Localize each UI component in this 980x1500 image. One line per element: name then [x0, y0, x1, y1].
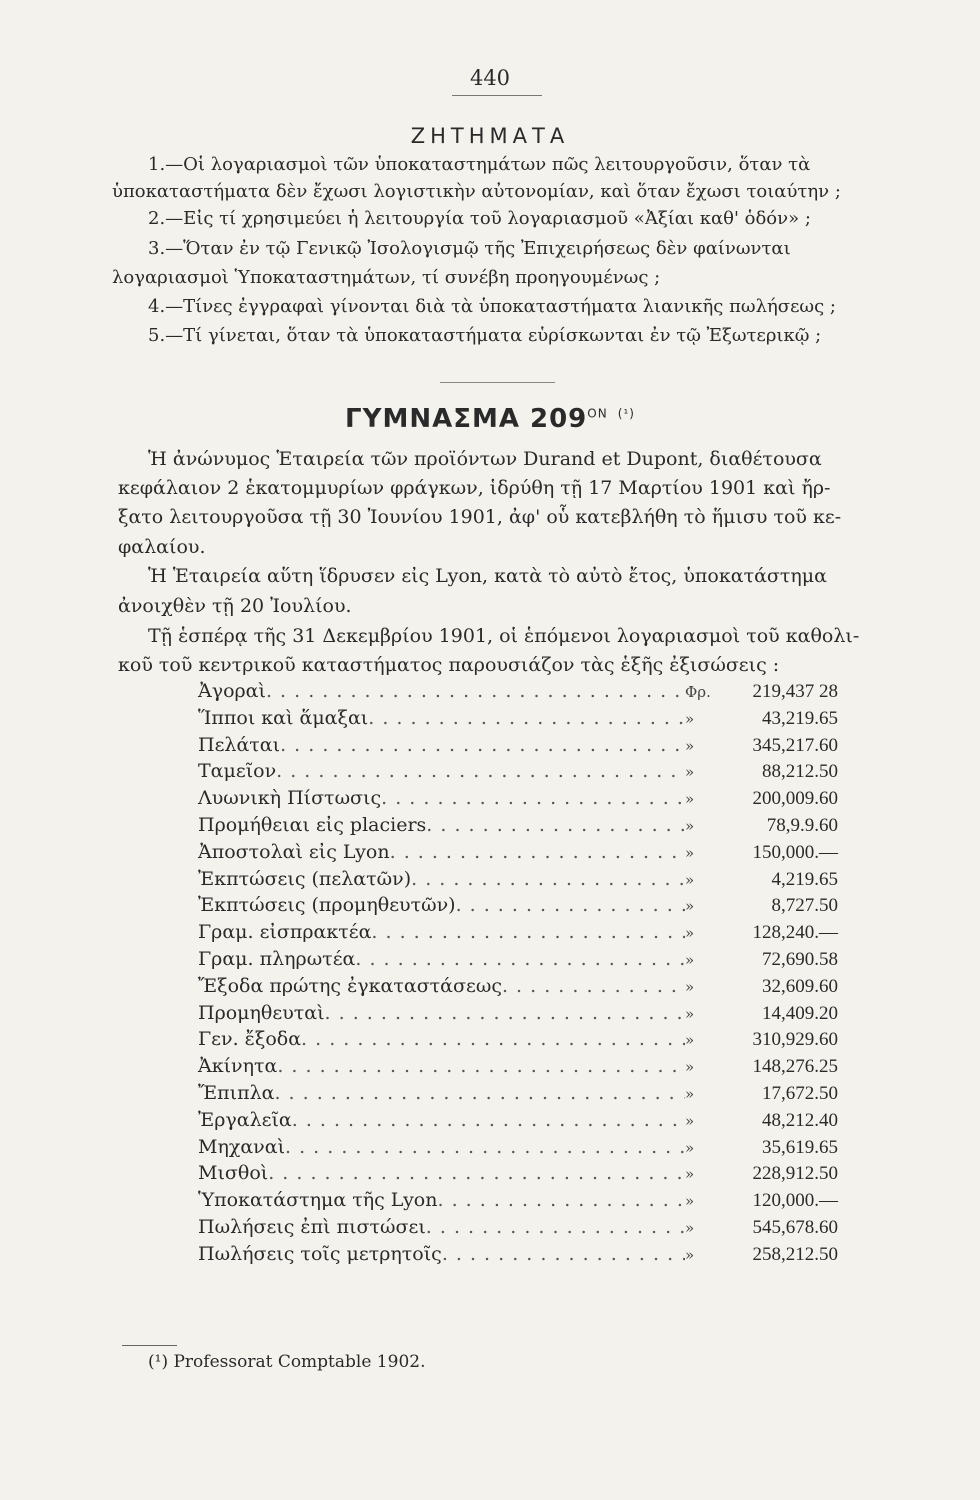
question-line: ὑποκαταστήματα δὲν ἔχωσι λογιστικὴν αὐτονομίαν, καὶ ὅταν ἔχωσι τοιαύτην ; — [112, 181, 841, 202]
account-label: Λυωνικὴ Πίστωσις — [198, 787, 382, 810]
account-row — [198, 1028, 838, 1055]
footnote: (¹) Professorat Comptable 1902. — [148, 1352, 426, 1372]
account-row — [198, 1216, 838, 1243]
account-currency: » — [685, 709, 695, 728]
account-amount: 17,672.50 — [762, 1082, 838, 1104]
account-currency: » — [685, 736, 695, 755]
account-amount: 72,690.58 — [762, 948, 838, 970]
paragraph-line: Ἡ ἀνώνυμος Ἑταιρεία τῶν προϊόντων Durand et Dupont, διαθέτουσα — [148, 448, 822, 470]
section-divider — [440, 382, 555, 383]
footnote-rule — [122, 1345, 177, 1346]
account-amount: 14,409.20 — [762, 1002, 838, 1024]
dot-leader — [426, 814, 685, 836]
paragraph-line: κοῦ τοῦ κεντρικοῦ καταστήματος παρουσιάζον τὰς ἑξῆς ἐξισώσεις : — [118, 654, 780, 676]
account-row — [198, 1109, 838, 1136]
paragraph-line: Τῇ ἑσπέρᾳ τῆς 31 Δεκεμβρίου 1901, οἱ ἑπόμενοι λογαριασμοὶ τοῦ καθολι- — [148, 625, 860, 647]
account-amount: 148,276.25 — [752, 1056, 838, 1078]
question-line: 3.—Ὅταν ἐν τῷ Γενικῷ Ἰσολογισμῷ τῆς Ἐπιχειρήσεως δὲν φαίνωνται — [148, 238, 791, 259]
account-currency: Φρ. — [685, 683, 711, 701]
account-label: Ἐργαλεῖα — [198, 1108, 292, 1131]
account-label: Ἐκπτώσεις (πελατῶν) — [198, 867, 412, 890]
account-amount: 8,727.50 — [771, 895, 838, 917]
account-label: Προμηθευταὶ — [198, 1001, 325, 1024]
account-row — [198, 1002, 838, 1029]
account-label: Ἀποστολαὶ εἰς Lyon — [198, 840, 390, 863]
account-row — [198, 921, 838, 948]
dot-leader — [371, 921, 685, 943]
account-currency: » — [685, 816, 695, 835]
dot-leader — [381, 787, 685, 809]
account-row — [198, 1082, 838, 1109]
account-currency: » — [685, 1192, 695, 1211]
account-amount: 228,912.50 — [752, 1163, 838, 1185]
account-currency: » — [685, 1111, 695, 1130]
account-currency: » — [685, 950, 695, 969]
account-amount: 258,212.50 — [752, 1243, 838, 1265]
account-row — [198, 1055, 838, 1082]
account-amount: 88,212.50 — [762, 761, 838, 783]
dot-leader — [390, 841, 685, 863]
dot-leader — [368, 707, 685, 729]
account-amount: 48,212.40 — [762, 1109, 838, 1131]
account-label: Μισθοὶ — [198, 1162, 269, 1185]
question-line: 1.—Οἱ λογαριασμοὶ τῶν ὑποκαταστημάτων πῶς λειτουργοῦσιν, ὅταν τὰ — [148, 154, 811, 175]
account-amount: 345,217.60 — [752, 734, 838, 756]
account-label: Πωλήσεις τοῖς μετρητοῖς — [198, 1242, 442, 1265]
account-label: Ἀκίνητα — [198, 1055, 278, 1078]
page-number: 440 — [469, 66, 511, 90]
account-label: Προμήθειαι εἰς placiers — [198, 813, 427, 836]
account-currency: » — [685, 977, 695, 996]
account-amount: 200,009.60 — [752, 788, 838, 810]
account-currency: » — [685, 843, 695, 862]
dot-leader — [456, 894, 685, 916]
account-label: Ἐκπτώσεις (προμηθευτῶν) — [198, 894, 456, 917]
dot-leader — [285, 1136, 685, 1158]
account-currency: » — [685, 1218, 695, 1237]
account-row — [198, 948, 838, 975]
account-label: Γραμ. εἰσπρακτέα — [198, 921, 372, 944]
account-row — [198, 894, 838, 921]
account-row — [198, 787, 838, 814]
account-row — [198, 680, 838, 707]
account-label: Ταμεῖον — [198, 760, 277, 783]
account-row — [198, 707, 838, 734]
dot-leader — [266, 680, 685, 702]
accounts-ledger — [198, 680, 838, 1270]
paragraph-line: ἀνοιχθὲν τῇ 20 Ἰουλίου. — [118, 595, 352, 617]
exercise-title-sup: ΟΝ — [587, 406, 608, 421]
paragraph-line: ξατο λειτουργοῦσα τῇ 30 Ἰουνίου 1901, ἀφ' οὗ κατεβλήθη τὸ ἥμισυ τοῦ κε- — [118, 506, 842, 528]
exercise-title — [0, 404, 980, 434]
account-row — [198, 975, 838, 1002]
dot-leader — [280, 734, 685, 756]
account-currency: » — [685, 1138, 695, 1157]
account-currency: » — [685, 1004, 695, 1023]
dot-leader — [355, 948, 685, 970]
dot-leader — [268, 1162, 685, 1184]
account-amount: 310,929.60 — [752, 1029, 838, 1051]
account-currency: » — [685, 897, 695, 916]
account-amount: 150,000.— — [752, 841, 838, 863]
account-row — [198, 760, 838, 787]
account-amount: 4,219.65 — [771, 868, 838, 890]
account-label: Ἔξοδα πρώτης ἐγκαταστάσεως — [198, 974, 502, 997]
account-currency: » — [685, 1031, 695, 1050]
exercise-title-text: ΓΥΜΝΑΣΜΑ 209 — [345, 404, 588, 434]
account-row — [198, 1162, 838, 1189]
dot-leader — [426, 1216, 685, 1238]
dot-leader — [274, 1082, 685, 1104]
account-currency: » — [685, 1245, 695, 1264]
account-label: Ἀγοραὶ — [198, 680, 266, 702]
account-amount: 78,9.9.60 — [766, 814, 838, 836]
account-currency: » — [685, 870, 695, 889]
account-currency: » — [685, 790, 695, 809]
question-line: 5.—Τί γίνεται, ὅταν τὰ ὑποκαταστήματα εὑρίσκωνται ἐν τῷ Ἐξωτερικῷ ; — [148, 325, 822, 346]
dot-leader — [301, 1028, 685, 1050]
dot-leader — [277, 1055, 685, 1077]
page-number-rule — [452, 95, 542, 96]
account-label: Γεν. ἔξοδα — [198, 1028, 302, 1051]
account-currency: » — [685, 1165, 695, 1184]
account-row — [198, 1243, 838, 1270]
account-label: Ὑποκατάστημα τῆς Lyon — [198, 1189, 438, 1212]
footnote-mark: (¹) — [617, 406, 635, 421]
account-amount: 43,219.65 — [762, 707, 838, 729]
account-row — [198, 1189, 838, 1216]
account-currency: » — [685, 924, 695, 943]
account-amount: 120,000.— — [752, 1190, 838, 1212]
account-currency: » — [685, 1084, 695, 1103]
account-label: Μηχαναὶ — [198, 1135, 286, 1158]
account-row — [198, 814, 838, 841]
question-line: 4.—Τίνες ἐγγραφαὶ γίνονται διὰ τὰ ὑποκαταστήματα λιανικῆς πωλήσεως ; — [148, 296, 836, 317]
account-row — [198, 1136, 838, 1163]
account-label: Γραμ. πληρωτέα — [198, 947, 356, 970]
dot-leader — [276, 760, 685, 782]
account-amount: 545,678.60 — [752, 1216, 838, 1238]
account-amount: 219,437 28 — [752, 681, 838, 702]
account-row — [198, 868, 838, 895]
account-currency: » — [685, 763, 695, 782]
account-row — [198, 734, 838, 761]
dot-leader — [411, 868, 685, 890]
account-label: Ἔπιπλα — [198, 1081, 275, 1104]
question-line: 2.—Εἰς τί χρησιμεύει ἡ λειτουργία τοῦ λογαριασμοῦ «Ἀξίαι καθ' ὁδόν» ; — [148, 208, 811, 229]
dot-leader — [292, 1109, 685, 1131]
paragraph-line: κεφάλαιον 2 ἑκατομμυρίων φράγκων, ἱδρύθη τῇ 17 Μαρτίου 1901 καὶ ἤρ- — [118, 477, 831, 499]
account-label: Πωλήσεις ἐπὶ πιστώσει — [198, 1215, 426, 1238]
account-amount: 35,619.65 — [762, 1136, 838, 1158]
question-line: λογαριασμοὶ Ὑποκαταστημάτων, τί συνέβη προηγουμένως ; — [112, 267, 661, 288]
paragraph-line: Ἡ Ἑταιρεία αὕτη ἵδρυσεν εἰς Lyon, κατὰ τὸ αὐτὸ ἔτος, ὑποκατάστημα — [148, 565, 827, 587]
questions-title: ΖΗΤΗΜΑΤΑ — [410, 124, 570, 148]
account-currency: » — [685, 1058, 695, 1077]
paragraph-line: φαλαίου. — [118, 536, 206, 558]
dot-leader — [325, 1002, 685, 1024]
dot-leader — [442, 1243, 685, 1265]
account-row — [198, 841, 838, 868]
account-label: Ἵπποι καὶ ἅμαξαι — [198, 706, 369, 729]
dot-leader — [502, 975, 685, 997]
dot-leader — [438, 1189, 686, 1211]
account-amount: 128,240.— — [752, 922, 838, 944]
account-label: Πελάται — [198, 733, 281, 756]
account-amount: 32,609.60 — [762, 975, 838, 997]
